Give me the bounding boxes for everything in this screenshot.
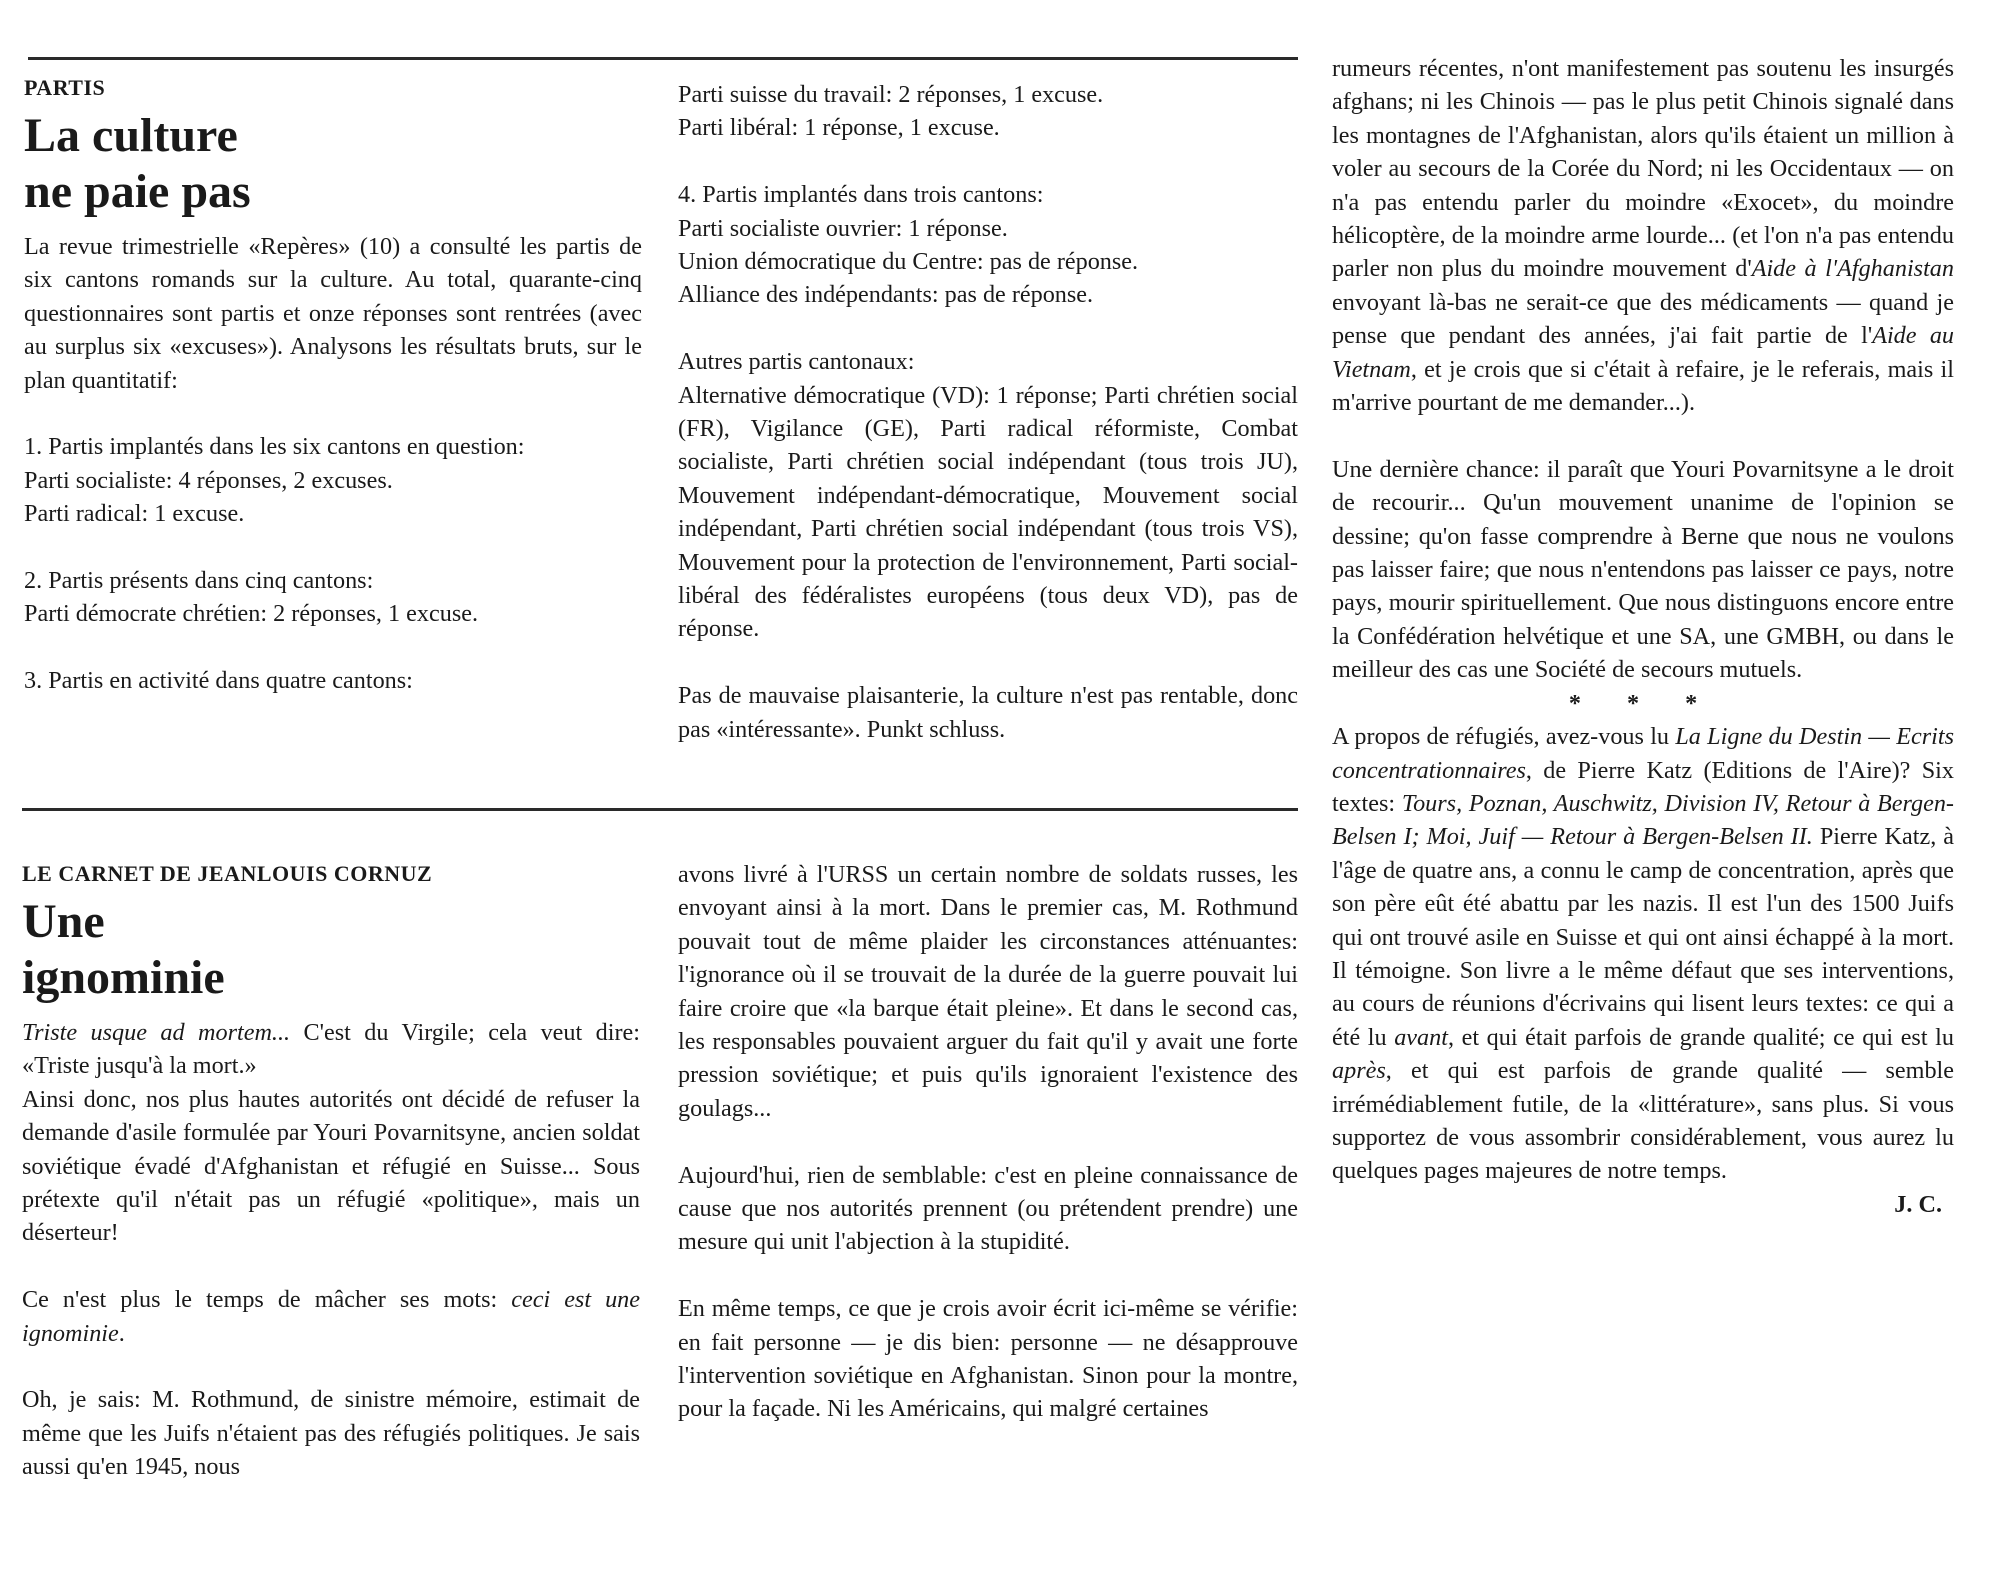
partis-section1-title: 1. Partis implantés dans les six cantons en question: xyxy=(24,433,525,461)
partis-kicker: PARTIS xyxy=(24,75,106,100)
partis-section5-text: Alternative démocratique (VD): 1 réponse; Parti chrétien social (FR), Vigilance (GE), Parti radical réformiste, Combat socialiste, Parti chrétien social indépendant (tous trois JU), Mouvement indépendant-démocratique, Mouvement social indépendant, Parti chrétien social indépendant (tous trois VS), Mouvement pour la protection de l'environnement, Parti social-libéral des fédéralistes européens (tous deux VD), pas de réponse. xyxy=(678,381,1298,643)
carnet-paragraph-5: avons livré à l'URSS un certain nombre de soldats russes, les envoyant ainsi à la mort. Dans le premier cas, M. Rothmund pouvait tout de même plaider les circonstances atténuantes: l'ignorance où il se trouvait de la durée de la guerre pouvait lui faire croire que «la barque était pleine». Et dans le second cas, les responsables pouvaient arguer du fait qu'il y avait une forte pression soviétique; et puis qu'ils ignoraient l'existence des goulags... xyxy=(678,861,1298,1122)
carnet-p1-rest: C'est du Virgile; cela veut dire: «Triste jusqu'à la mort.» xyxy=(22,1019,640,1080)
carnet-headline-line2: ignominie xyxy=(22,951,225,1004)
carnet-p3-end: . xyxy=(118,1319,125,1347)
partis-section1-line1: Parti socialiste: 4 réponses, 2 excuses. xyxy=(24,466,393,494)
carnet-paragraph-10 xyxy=(1332,720,1954,1188)
carnet-paragraph-3 xyxy=(22,1283,640,1350)
carnet-column-1 xyxy=(22,860,640,1484)
carnet-paragraph-2: Ainsi donc, nos plus hautes autorités ont décidé de refuser la demande d'asile formulée par Youri Povarnitsyne, ancien soldat soviétique évadé d'Afghanistan et réfugié en Suisse... Sous prétexte qu'il n'était pas un réfugié «politique», mais un déserteur! xyxy=(22,1085,640,1247)
carnet-p10-italic-3: avant xyxy=(1394,1023,1448,1051)
section-separator: * * * xyxy=(1568,689,1718,717)
partis-headline-line1: La culture xyxy=(24,109,238,162)
carnet-paragraph-8 xyxy=(1332,52,1954,419)
carnet-p8-c: , et je crois que si c'était à refaire, je le referais, mais il m'arrive pourtant de me demander...). xyxy=(1332,355,1954,417)
carnet-paragraph-6: Aujourd'hui, rien de semblable: c'est en pleine connaissance de cause que nos autorités prennent (ou prétendent prendre) une mesure qui unit l'abjection à la stupidité. xyxy=(678,1161,1298,1256)
signature: J. C. xyxy=(1894,1190,1942,1218)
carnet-kicker: LE CARNET DE JEANLOUIS CORNUZ xyxy=(22,861,433,886)
partis-column-1 xyxy=(24,74,642,698)
carnet-p8-italic-2: Aide au Vietnam xyxy=(1332,322,1955,383)
carnet-p8-italic-1: Aide à l'Afghanistan xyxy=(1751,255,1954,283)
carnet-p3-italic: ceci est une ignominie xyxy=(22,1286,641,1347)
carnet-p10-b: , de Pierre Katz (Editions de l'Aire)? Six textes: xyxy=(1332,756,1954,817)
partis-section4-line2: Union démocratique du Centre: pas de réponse. xyxy=(678,248,1139,276)
middle-rule xyxy=(22,808,1298,811)
carnet-paragraph-4: Oh, je sais: M. Rothmund, de sinistre mémoire, estimait de même que les Juifs n'étaient pas des réfugiés politiques. Je sais aussi qu'en 1945, nous xyxy=(22,1386,640,1481)
top-rule xyxy=(28,57,1298,60)
carnet-p10-italic-1: La Ligne du Destin — Ecrits concentrationnaires xyxy=(1332,723,1954,784)
partis-headline-line2: ne paie pas xyxy=(24,165,251,218)
carnet-p8-b: envoyant là-bas ne serait-ce que des médicaments — quand je pense que pendant des années, j'ai fait partie de l' xyxy=(1332,288,1954,350)
carnet-paragraph-9: Une dernière chance: il paraît que Youri Povarnitsyne a le droit de recourir... Qu'un mouvement unanime de l'opinion se dessine; qu'on fasse comprendre à Berne que nous ne voulons pas laisser faire; que nous n'entendons pas laisser ce pays, notre pays, mourir spirituellement. Que nous distinguons encore entre la Confédération helvétique et une SA, une GMBH, ou dans le meilleur des cas une Société de secours mutuels. xyxy=(1332,455,1954,684)
partis-section2-title: 2. Partis présents dans cinq cantons: xyxy=(24,567,374,595)
carnet-p1-italic: Triste usque ad mortem... xyxy=(22,1019,291,1046)
partis-section3-title: 3. Partis en activité dans quatre cantons: xyxy=(24,667,413,695)
partis-section4-line1: Parti socialiste ouvrier: 1 réponse. xyxy=(678,214,1008,242)
partis-section2-line1: Parti démocrate chrétien: 2 réponses, 1 excuse. xyxy=(24,600,479,628)
partis-section4-line3: Alliance des indépendants: pas de réponse. xyxy=(678,281,1094,309)
carnet-p3-start: Ce n'est plus le temps de mâcher ses mots: xyxy=(22,1286,512,1314)
partis-section4-title: 4. Partis implantés dans trois cantons: xyxy=(678,181,1044,209)
partis-intro: La revue trimestrielle «Repères» (10) a consulté les partis de six cantons romands sur la culture. Au total, quarante-cinq questionnaires sont partis et onze réponses sont rentrées (avec au surplus six «excuses»). Analysons les résultats bruts, sur le plan quantitatif: xyxy=(24,233,642,394)
partis-body-1 xyxy=(24,230,642,698)
carnet-paragraph-1 xyxy=(22,1016,640,1083)
carnet-p10-d: , et qui était parfois de grande qualité; ce qui est lu xyxy=(1447,1023,1954,1051)
carnet-p10-italic-2: Tours, Poznan, Auschwitz, Division IV, Retour à Bergen-Belsen I; Moi, Juif — Retour à Bergen-Belsen II. xyxy=(1332,789,1954,851)
partis-section5-title: Autres partis cantonaux: xyxy=(678,348,915,376)
carnet-p8-a: rumeurs récentes, n'ont manifestement pas soutenu les insurgés afghans; ni les Chinois — pas le plus petit Chinois signalé dans les montagnes de l'Afghanistan, alors qu'ils étaient un million à voler au secours de la Corée du Nord; ni les Occidentaux — on n'a pas entendu parler du moindre «Exocet», du moindre hélicoptère, de la moindre arme lourde... (et l'on n'a pas entendu parler non plus du moindre mouvement d' xyxy=(1332,55,1954,283)
carnet-headline xyxy=(22,894,640,1006)
carnet-paragraph-7: En même temps, ce que je crois avoir écrit ici-même se vérifie: en fait personne — je dis bien: personne — ne désapprouve l'intervention soviétique en Afghanistan. Sinon pour la montre, pour la façade. Ni les Américains, qui malgré certaines xyxy=(678,1295,1298,1423)
carnet-headline-line1: Une xyxy=(22,895,105,948)
carnet-p10-italic-4: après xyxy=(1332,1057,1386,1085)
carnet-body-1 xyxy=(22,1016,640,1484)
carnet-column-2 xyxy=(678,858,1298,1426)
partis-conclusion: Pas de mauvaise plaisanterie, la culture n'est pas rentable, donc pas «intéressante». Punkt schluss. xyxy=(678,682,1298,743)
partis-section1-line2: Parti radical: 1 excuse. xyxy=(24,500,245,528)
carnet-p10-c: Pierre Katz, à l'âge de quatre ans, a connu le camp de concentration, après que son père eût été abattu par les nazis. Il est l'un des 1500 Juifs qui ont trouvé asile en Suisse et qui ont ainsi échappé à la mort. Il témoigne. Son livre a le même défaut que ses interventions, au cours de réunions d'écrivains qui lisent leurs textes: ce qui a été lu xyxy=(1332,823,1954,1051)
partis-section3-line1: Parti suisse du travail: 2 réponses, 1 excuse. xyxy=(678,81,1104,108)
partis-section3-line2: Parti libéral: 1 réponse, 1 excuse. xyxy=(678,114,1000,142)
partis-headline xyxy=(24,108,642,220)
carnet-column-3 xyxy=(1332,52,1954,1221)
carnet-p10-e: , et qui est parfois de grande qualité — semble irrémédiablement futile, de la «littérature», sans plus. Si vous supportez de vous assombrir considérablement, vous aurez lu quelques pages majeures de notre temps. xyxy=(1332,1057,1954,1185)
partis-column-2 xyxy=(678,78,1298,746)
carnet-p10-a: A propos de réfugiés, avez-vous lu xyxy=(1332,723,1676,751)
